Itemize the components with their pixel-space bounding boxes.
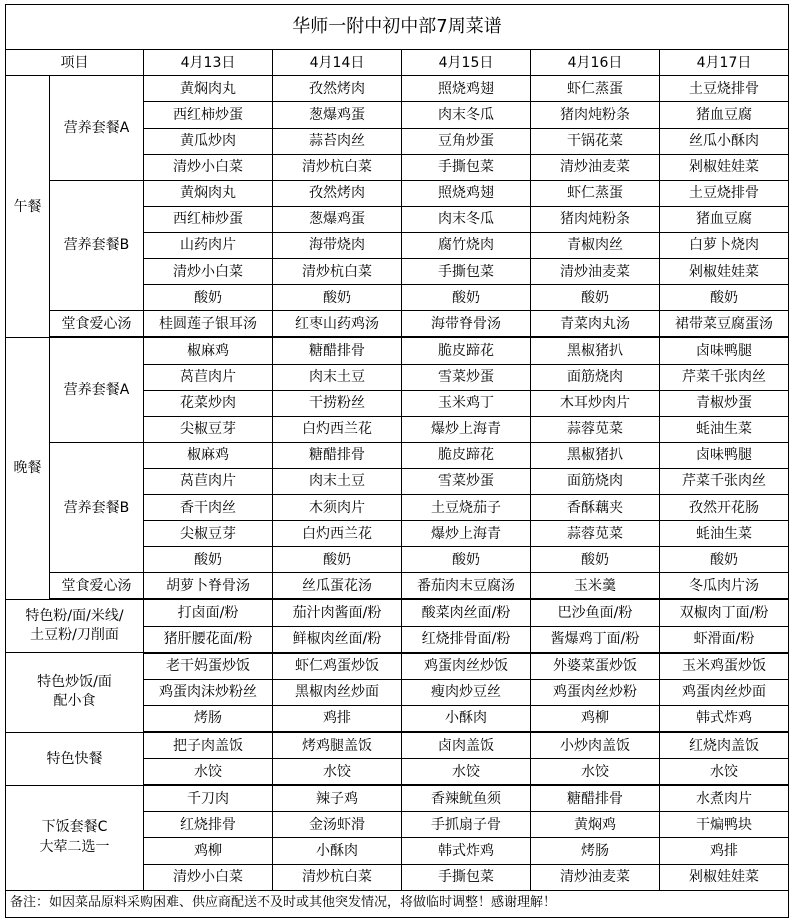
dish-cell: 水饺 — [273, 759, 402, 786]
dish-cell: 香辣鱿鱼须 — [402, 785, 531, 812]
dish-cell: 猪血豆腐 — [660, 102, 789, 128]
dish-cell: 卤肉盖饭 — [402, 732, 531, 759]
dish-cell: 清炒杭白菜 — [273, 259, 402, 285]
lunch-label: 午餐 — [6, 76, 50, 338]
dish-cell: 照烧鸡翅 — [402, 180, 531, 206]
noodles-label — [6, 599, 144, 652]
dish-cell: 酸奶 — [660, 285, 789, 311]
dish-cell: 烤肠 — [531, 838, 660, 864]
dish-cell: 清炒油麦菜 — [531, 259, 660, 285]
soup-cell: 玉米羹 — [531, 573, 660, 600]
lunch-row — [6, 76, 789, 102]
menu-title: 华师一附中初中部7周菜谱 — [6, 5, 789, 50]
dish-cell: 水煮肉片 — [660, 785, 789, 812]
dish-cell: 爆炒上海青 — [402, 521, 531, 547]
dish-cell: 肉末土豆 — [273, 468, 402, 494]
dish-cell: 卤味鸭腿 — [660, 442, 789, 468]
dish-cell: 猪肝腰花面/粉 — [144, 626, 273, 653]
noodles-row — [6, 599, 789, 626]
lunch-soup-label: 堂食爱心汤 — [50, 311, 144, 338]
dish-cell: 瘦肉炒豆丝 — [402, 679, 531, 705]
dish-cell: 肉末冬瓜 — [402, 102, 531, 128]
soup-cell: 丝瓜蛋花汤 — [273, 573, 402, 600]
set_c-row — [6, 785, 789, 812]
dish-cell: 照烧鸡翅 — [402, 76, 531, 102]
dinner-soup-label: 堂食爱心汤 — [50, 573, 144, 600]
dish-cell: 西红柿炒蛋 — [144, 206, 273, 232]
soup-cell: 青菜肉丸汤 — [531, 311, 660, 338]
header-date: 4月13日 — [144, 50, 273, 76]
soup-cell: 番茄肉末豆腐汤 — [402, 573, 531, 600]
dish-cell: 海带烧肉 — [273, 232, 402, 258]
dish-cell: 白灼西兰花 — [273, 416, 402, 442]
dish-cell: 酸奶 — [660, 547, 789, 573]
dish-cell: 猪肉炖粉条 — [531, 102, 660, 128]
dish-cell: 虾仁蒸蛋 — [531, 180, 660, 206]
dish-cell: 尖椒豆芽 — [144, 521, 273, 547]
dish-cell: 烤鸡腿盖饭 — [273, 732, 402, 759]
dish-cell: 手撕包菜 — [402, 154, 531, 180]
dish-cell: 蒜苔肉丝 — [273, 128, 402, 154]
dish-cell: 外婆菜蛋炒饭 — [531, 653, 660, 680]
dish-cell: 小酥肉 — [402, 705, 531, 732]
dish-cell: 脆皮蹄花 — [402, 442, 531, 468]
set_c-label-line1: 下饭套餐C — [41, 819, 108, 836]
dish-cell: 酸奶 — [144, 285, 273, 311]
dish-cell: 玉米鸡蛋炒饭 — [660, 653, 789, 680]
header-date: 4月15日 — [402, 50, 531, 76]
dish-cell: 红烧排骨面/粉 — [402, 626, 531, 653]
dish-cell: 黑椒猪扒 — [531, 442, 660, 468]
dish-cell: 酱爆鸡丁面/粉 — [531, 626, 660, 653]
soup-cell: 桂圆莲子银耳汤 — [144, 311, 273, 338]
dish-cell: 酸奶 — [273, 285, 402, 311]
dish-cell: 西红柿炒蛋 — [144, 102, 273, 128]
dish-cell: 水饺 — [531, 759, 660, 786]
dish-cell: 孜然烤肉 — [273, 180, 402, 206]
dish-cell: 肉末土豆 — [273, 364, 402, 390]
dish-cell: 清炒小白菜 — [144, 154, 273, 180]
dish-cell: 鸡排 — [273, 705, 402, 732]
dish-cell: 蒜蓉苋菜 — [531, 521, 660, 547]
dish-cell: 卤味鸭腿 — [660, 337, 789, 364]
dish-cell: 小酥肉 — [273, 838, 402, 864]
dish-cell: 猪肉炖粉条 — [531, 206, 660, 232]
dish-cell: 黄焖肉丸 — [144, 76, 273, 102]
dish-cell: 酸菜肉丝面/粉 — [402, 599, 531, 626]
dish-cell: 酸奶 — [402, 285, 531, 311]
dish-cell: 水饺 — [144, 759, 273, 786]
dish-cell: 雪菜炒蛋 — [402, 468, 531, 494]
dish-cell: 尖椒豆芽 — [144, 416, 273, 442]
dish-cell: 椒麻鸡 — [144, 337, 273, 364]
dish-cell: 黑椒肉丝炒面 — [273, 679, 402, 705]
dish-cell: 酸奶 — [273, 547, 402, 573]
lunch-setB-label: 营养套餐B — [50, 180, 144, 311]
dish-cell: 干捞粉丝 — [273, 390, 402, 416]
set_c-label-line2: 大荤二选一 — [39, 838, 110, 855]
dish-cell: 茄汁肉酱面/粉 — [273, 599, 402, 626]
dish-cell: 糖醋排骨 — [273, 337, 402, 364]
header-item: 项目 — [6, 50, 144, 76]
dish-cell: 莴苣肉片 — [144, 468, 273, 494]
dish-cell: 鸡蛋肉沫炒粉丝 — [144, 679, 273, 705]
dish-cell: 清炒小白菜 — [144, 259, 273, 285]
dish-cell: 木耳炒肉片 — [531, 390, 660, 416]
dish-cell: 干锅花菜 — [531, 128, 660, 154]
dinner-setB-label: 营养套餐B — [50, 442, 144, 573]
dish-cell: 酸奶 — [144, 547, 273, 573]
dish-cell: 丝瓜小酥肉 — [660, 128, 789, 154]
dish-cell: 蚝油生菜 — [660, 521, 789, 547]
header-row — [6, 50, 789, 76]
fast_meal-row — [6, 732, 789, 759]
dish-cell: 清炒杭白菜 — [273, 154, 402, 180]
dish-cell: 鸡排 — [660, 838, 789, 864]
dish-cell: 巴沙鱼面/粉 — [531, 599, 660, 626]
dish-cell: 老干妈蛋炒饭 — [144, 653, 273, 680]
dish-cell: 糖醋排骨 — [273, 442, 402, 468]
dish-cell: 金汤虾滑 — [273, 812, 402, 838]
header-date: 4月16日 — [531, 50, 660, 76]
dish-cell: 虾仁鸡蛋炒饭 — [273, 653, 402, 680]
dish-cell: 红烧肉盖饭 — [660, 732, 789, 759]
dish-cell: 爆炒上海青 — [402, 416, 531, 442]
dish-cell: 手撕包菜 — [402, 259, 531, 285]
dish-cell: 水饺 — [402, 759, 531, 786]
dish-cell: 酸奶 — [531, 285, 660, 311]
dish-cell: 韩式炸鸡 — [660, 705, 789, 732]
soup-cell: 冬瓜肉片汤 — [660, 573, 789, 600]
dish-cell: 剁椒娃娃菜 — [660, 864, 789, 890]
dish-cell: 白萝卜烧肉 — [660, 232, 789, 258]
menu-table — [5, 4, 789, 918]
dinner-setA-label: 营养套餐A — [50, 337, 144, 442]
dinner-row — [6, 442, 789, 468]
soup-cell: 海带脊骨汤 — [402, 311, 531, 338]
dish-cell: 脆皮蹄花 — [402, 337, 531, 364]
note-text: 备注：如因菜品原料采购困难、供应商配送不及时或其他突发情况，将做临时调整！感谢理解！ — [6, 890, 789, 917]
header-date: 4月14日 — [273, 50, 402, 76]
dinner-soup-row — [6, 573, 789, 600]
dish-cell: 剁椒娃娃菜 — [660, 259, 789, 285]
dish-cell: 酸奶 — [531, 547, 660, 573]
lunch-soup-row — [6, 311, 789, 338]
dish-cell: 玉米鸡丁 — [402, 390, 531, 416]
dish-cell: 芹菜千张肉丝 — [660, 468, 789, 494]
dish-cell: 木须肉片 — [273, 495, 402, 521]
dish-cell: 清炒杭白菜 — [273, 864, 402, 890]
dish-cell: 山药肉片 — [144, 232, 273, 258]
dish-cell: 把子肉盖饭 — [144, 732, 273, 759]
dinner-label: 晚餐 — [6, 337, 50, 599]
fried_rice-label-line2: 配小食 — [53, 693, 96, 710]
dish-cell: 青椒炒蛋 — [660, 390, 789, 416]
dish-cell: 辣子鸡 — [273, 785, 402, 812]
soup-cell: 红枣山药鸡汤 — [273, 311, 402, 338]
dish-cell: 蒜蓉苋菜 — [531, 416, 660, 442]
dish-cell: 鸡柳 — [144, 838, 273, 864]
dish-cell: 千刀肉 — [144, 785, 273, 812]
dish-cell: 清炒油麦菜 — [531, 154, 660, 180]
dish-cell: 清炒小白菜 — [144, 864, 273, 890]
noodles-label-line1: 特色粉/面/米线/ — [25, 607, 124, 624]
set_c-label — [6, 785, 144, 890]
dish-cell: 香酥藕夹 — [531, 495, 660, 521]
dish-cell: 面筋烧肉 — [531, 364, 660, 390]
dish-cell: 葱爆鸡蛋 — [273, 206, 402, 232]
dish-cell: 剁椒娃娃菜 — [660, 154, 789, 180]
dish-cell: 肉末冬瓜 — [402, 206, 531, 232]
dish-cell: 手撕包菜 — [402, 864, 531, 890]
dish-cell: 白灼西兰花 — [273, 521, 402, 547]
dish-cell: 黄瓜炒肉 — [144, 128, 273, 154]
header-date: 4月17日 — [660, 50, 789, 76]
dish-cell: 面筋烧肉 — [531, 468, 660, 494]
fried_rice-row — [6, 653, 789, 680]
soup-cell: 胡萝卜脊骨汤 — [144, 573, 273, 600]
dish-cell: 鲜椒肉丝面/粉 — [273, 626, 402, 653]
dish-cell: 土豆烧排骨 — [660, 76, 789, 102]
dish-cell: 孜然开花肠 — [660, 495, 789, 521]
dish-cell: 红烧排骨 — [144, 812, 273, 838]
lunch-row — [6, 180, 789, 206]
soup-cell: 裙带菜豆腐蛋汤 — [660, 311, 789, 338]
dish-cell: 莴苣肉片 — [144, 364, 273, 390]
dish-cell: 双椒肉丁面/粉 — [660, 599, 789, 626]
dish-cell: 清炒油麦菜 — [531, 864, 660, 890]
dish-cell: 鸡柳 — [531, 705, 660, 732]
dish-cell: 干煸鸭块 — [660, 812, 789, 838]
dish-cell: 椒麻鸡 — [144, 442, 273, 468]
lunch-setA-label: 营养套餐A — [50, 76, 144, 180]
dish-cell: 小炒肉盖饭 — [531, 732, 660, 759]
dish-cell: 青椒肉丝 — [531, 232, 660, 258]
dish-cell: 豆角炒蛋 — [402, 128, 531, 154]
fried_rice-label-line1: 特色炒饭/面 — [37, 673, 112, 690]
dish-cell: 韩式炸鸡 — [402, 838, 531, 864]
dish-cell: 葱爆鸡蛋 — [273, 102, 402, 128]
note-row — [6, 890, 789, 917]
noodles-label-line2: 土豆粉/刀削面 — [30, 627, 119, 644]
dish-cell: 鸡蛋肉丝炒粉 — [531, 679, 660, 705]
dish-cell: 腐竹烧肉 — [402, 232, 531, 258]
dish-cell: 烤肠 — [144, 705, 273, 732]
dish-cell: 花菜炒肉 — [144, 390, 273, 416]
dish-cell: 虾滑面/粉 — [660, 626, 789, 653]
dish-cell: 鸡蛋肉丝炒饭 — [402, 653, 531, 680]
dish-cell: 糖醋排骨 — [531, 785, 660, 812]
dish-cell: 土豆烧茄子 — [402, 495, 531, 521]
dish-cell: 虾仁蒸蛋 — [531, 76, 660, 102]
dish-cell: 黄焖肉丸 — [144, 180, 273, 206]
dish-cell: 雪菜炒蛋 — [402, 364, 531, 390]
dish-cell: 黄焖鸡 — [531, 812, 660, 838]
dish-cell: 黑椒猪扒 — [531, 337, 660, 364]
dinner-row — [6, 337, 789, 364]
dish-cell: 酸奶 — [402, 547, 531, 573]
dish-cell: 土豆烧排骨 — [660, 180, 789, 206]
dish-cell: 香干肉丝 — [144, 495, 273, 521]
dish-cell: 蚝油生菜 — [660, 416, 789, 442]
dish-cell: 鸡蛋肉丝炒面 — [660, 679, 789, 705]
dish-cell: 孜然烤肉 — [273, 76, 402, 102]
dish-cell: 打卤面/粉 — [144, 599, 273, 626]
fast_meal-label: 特色快餐 — [6, 732, 144, 785]
fried_rice-label — [6, 653, 144, 732]
dish-cell: 猪血豆腐 — [660, 206, 789, 232]
dish-cell: 水饺 — [660, 759, 789, 786]
dish-cell: 芹菜千张肉丝 — [660, 364, 789, 390]
dish-cell: 手抓扇子骨 — [402, 812, 531, 838]
